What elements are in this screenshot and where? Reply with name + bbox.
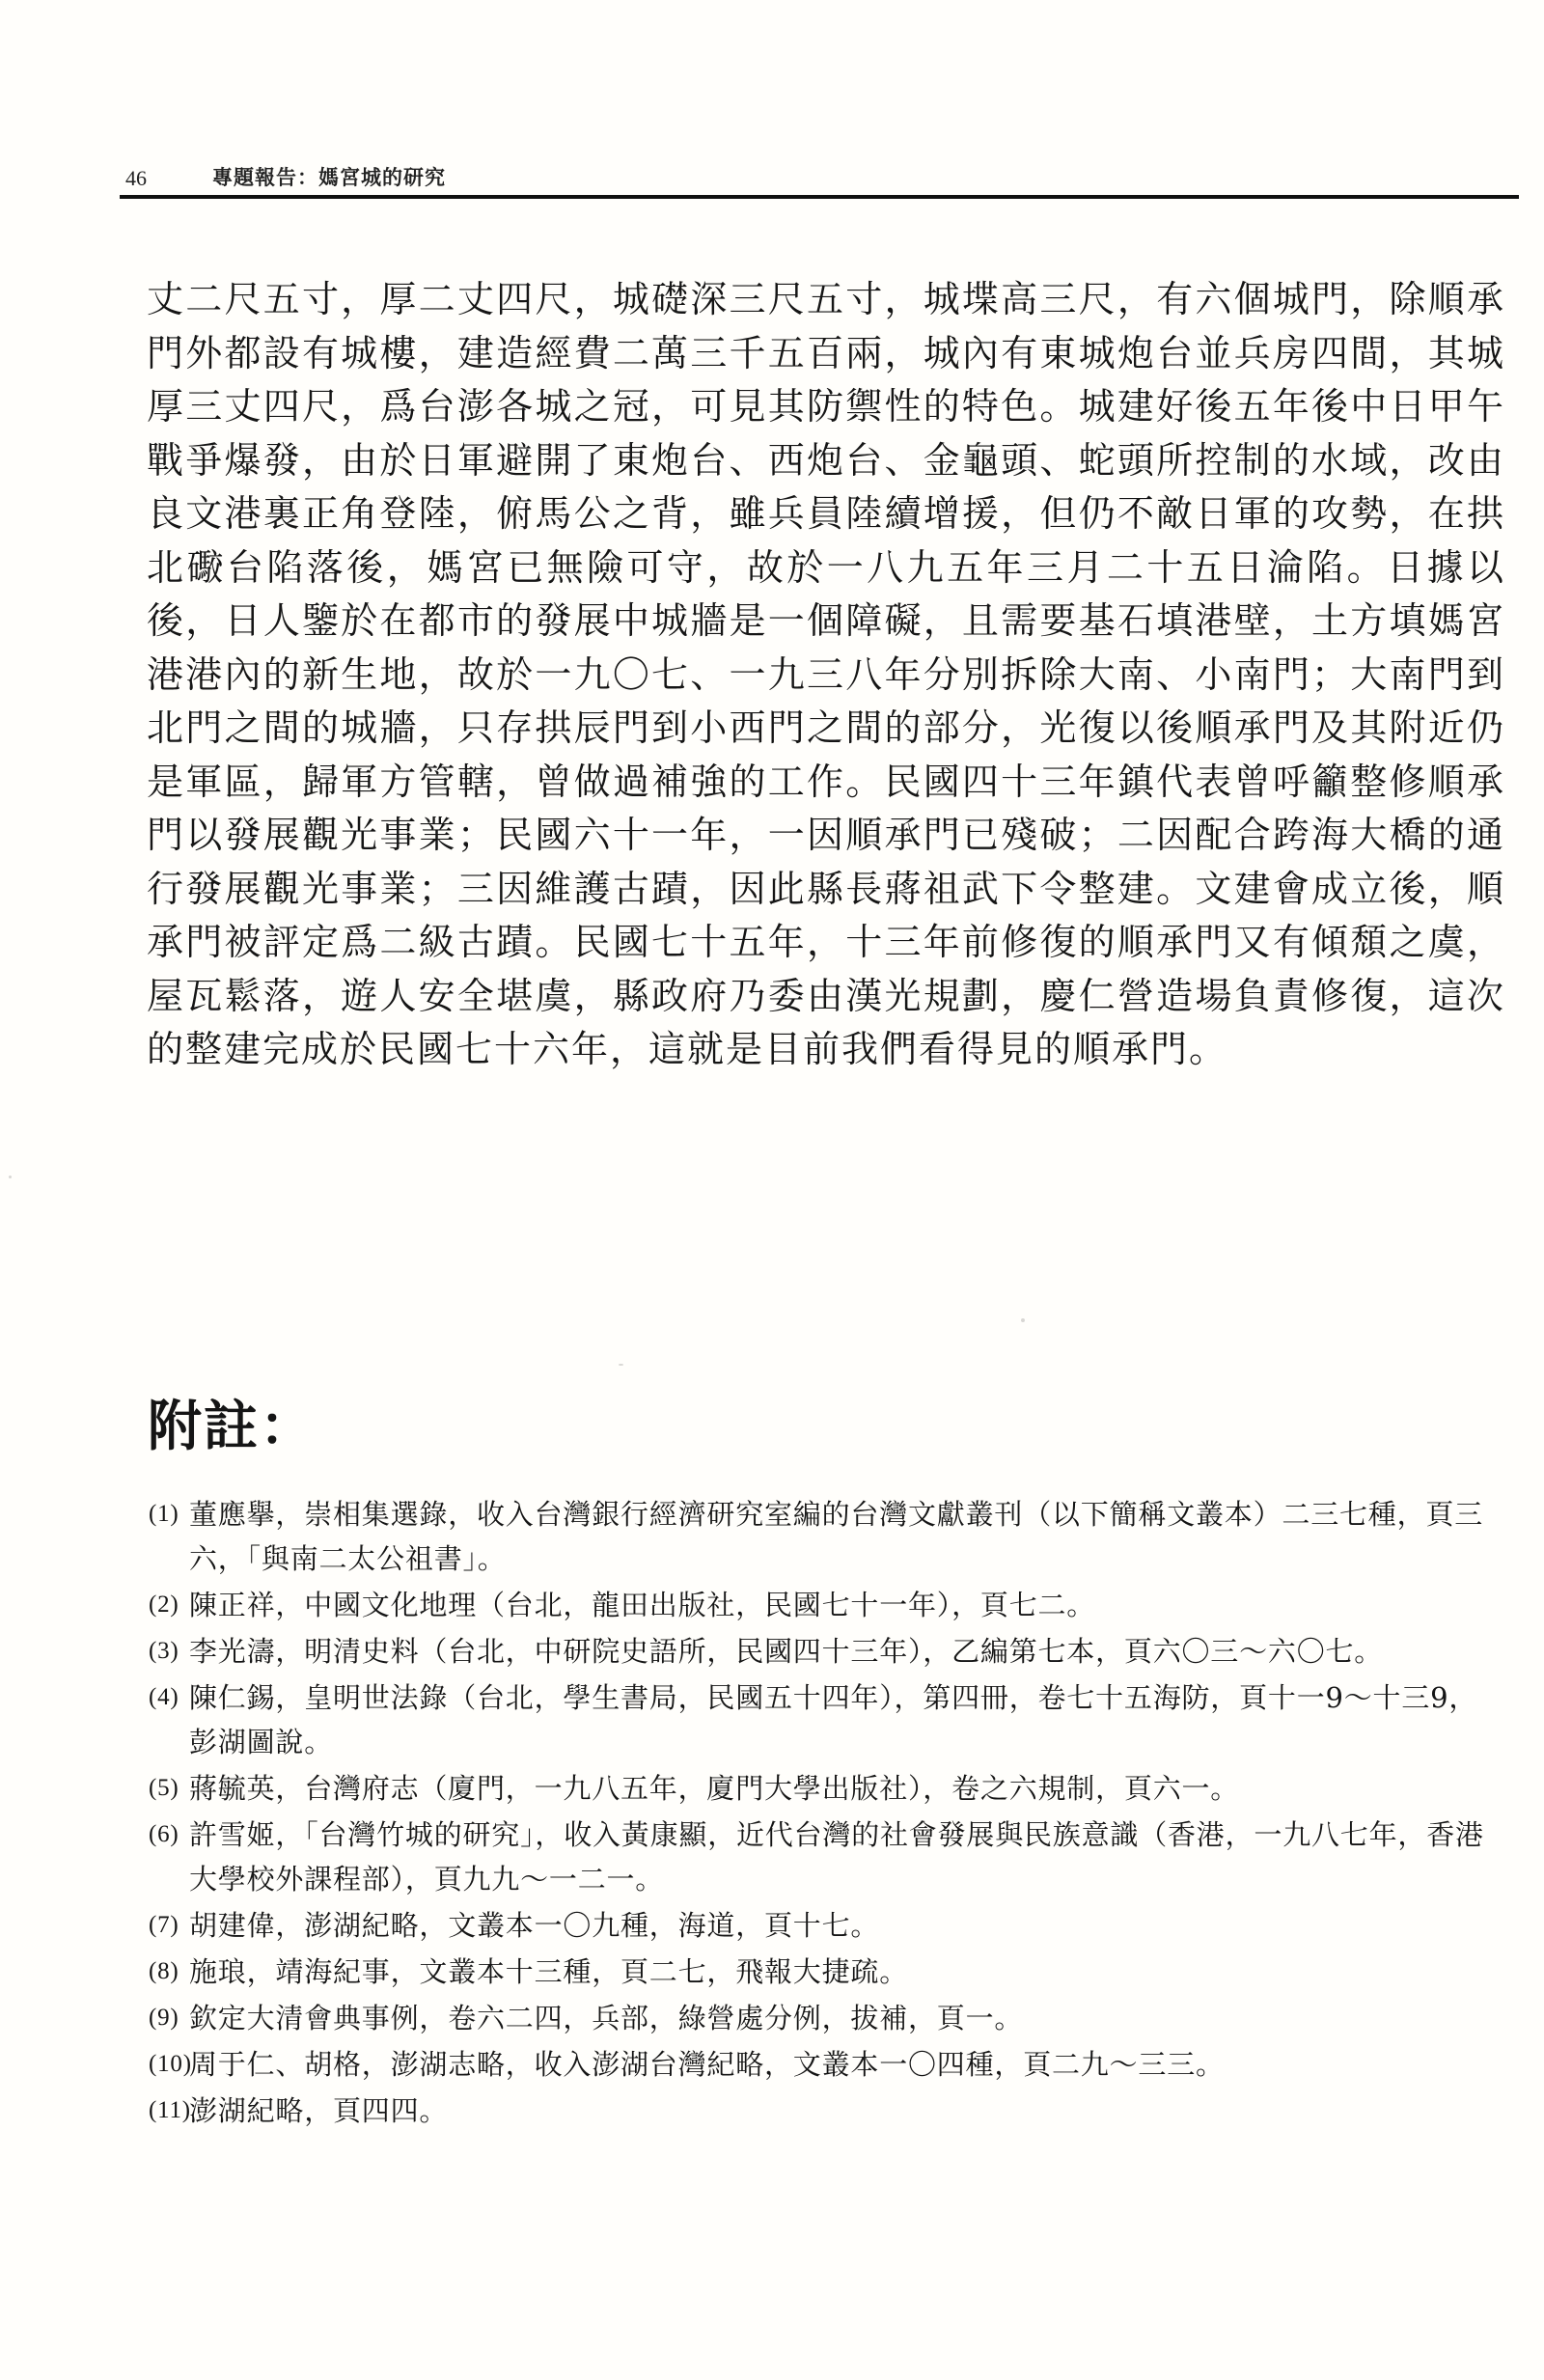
scan-speck xyxy=(1021,1318,1025,1322)
footnote-number: (9) xyxy=(149,2005,179,2031)
footnote-number: (5) xyxy=(149,1775,179,1801)
footnote-number: (6) xyxy=(149,1821,179,1847)
running-title: 專題報告：媽宮城的研究 xyxy=(212,165,446,189)
footnote-6 xyxy=(149,1813,1503,1901)
footnote-number: (8) xyxy=(149,1958,179,1984)
footnote-7 xyxy=(149,1903,1503,1948)
footnote-10 xyxy=(149,2042,1503,2087)
footnote-11 xyxy=(149,2089,1503,2133)
footnote-number: (11) xyxy=(149,2097,191,2123)
running-header xyxy=(125,154,1520,191)
footnote-text: 蔣毓英，台灣府志（廈門，一九八五年，廈門大學出版社），卷之六規制，頁六一。 xyxy=(189,1772,1240,1805)
footnote-9 xyxy=(149,1996,1503,2040)
footnote-4 xyxy=(149,1675,1503,1764)
footnotes-list xyxy=(149,1492,1503,2135)
scan-speck xyxy=(9,1176,12,1178)
footnote-text: 施琅，靖海紀事，文叢本十三種，頁二七，飛報大捷疏。 xyxy=(189,1955,909,1988)
footnote-1 xyxy=(149,1492,1503,1581)
scan-speck xyxy=(619,1364,623,1366)
footnote-text: 董應擧，崇相集選錄，收入台灣銀行經濟研究室編的台灣文獻叢刊（以下簡稱文叢本）二三七種，頁三六，「與南二太公祖書」。 xyxy=(189,1498,1484,1575)
footnote-text: 周于仁、胡格，澎湖志略，收入澎湖台灣紀略，文叢本一〇四種，頁二九～三三。 xyxy=(189,2048,1225,2081)
footnote-number: (10) xyxy=(149,2051,192,2077)
footnote-2 xyxy=(149,1583,1503,1627)
footnote-text: 許雪姬，「台灣竹城的研究」，收入黃康顯，近代台灣的社會發展與民族意識（香港，一九八七年，香港大學校外課程部），頁九九～一二一。 xyxy=(189,1818,1484,1896)
footnote-text: 澎湖紀略，頁四四。 xyxy=(189,2094,449,2127)
footnote-number: (1) xyxy=(149,1501,179,1527)
footnote-text: 胡建偉，澎湖紀略，文叢本一〇九種，海道，頁十七。 xyxy=(189,1909,880,1942)
notes-heading: 附註： xyxy=(148,1395,316,1458)
footnote-number: (3) xyxy=(149,1638,179,1664)
header-divider xyxy=(120,195,1519,199)
footnote-text: 欽定大清會典事例，卷六二四，兵部，綠營處分例，拔補，頁一。 xyxy=(189,2002,1024,2034)
footnote-number: (2) xyxy=(149,1591,179,1618)
footnote-text: 李光濤，明清史料（台北，中研院史語所，民國四十三年），乙編第七本，頁六〇三～六〇七。 xyxy=(189,1635,1384,1668)
footnote-text: 陳正祥，中國文化地理（台北，龍田出版社，民國七十一年），頁七二。 xyxy=(189,1589,1096,1621)
footnote-5 xyxy=(149,1766,1503,1811)
page-number: 46 xyxy=(125,166,147,190)
footnote-number: (7) xyxy=(149,1912,179,1938)
footnote-number: (4) xyxy=(149,1684,179,1710)
footnote-8 xyxy=(149,1950,1503,1994)
main-paragraph: 丈二尺五寸，厚二丈四尺，城礎深三尺五寸，城堞高三尺，有六個城門，除順承門外都設有城樓，建造經費二萬三千五百兩，城內有東城炮台並兵房四間，其城厚三丈四尺，爲台澎各城之冠，可見其防禦性的特色。城建好後五年後中日甲午戰爭爆發，由於日軍避開了東炮台、西炮台、金龜頭、蛇頭所控制的水域，改由良文港裏正角登陸，俯馬公之背，雖兵員陸續增援，但仍不敵日軍的攻勢，在拱北礮台陷落後，媽宮已無險可守，故於一八九五年三月二十五日淪陷。日據以後，日人鑒於在都市的發展中城牆是一個障礙，且需要基石填港壁，土方填媽宮港港內的新生地，故於一九〇七、一九三八年分別拆除大南、小南門；大南門到北門之間的城牆，只存拱辰門到小西門之間的部分，光復以後順承門及其附近仍是軍區，歸軍方管轄，曾做過補強的工作。民國四十三年鎮代表曾呼籲整修順承門以發展觀光事業；民國六十一年，一因順承門已殘破；二因配合跨海大橋的通行發展觀光事業；三因維護古蹟，因此縣長蔣祖武下令整建。文建會成立後，順承門被評定爲二級古蹟。民國七十五年，十三年前修復的順承門又有傾頹之虞，屋瓦鬆落，遊人安全堪虞，縣政府乃委由漢光規劃，慶仁營造場負責修復，這次的整建完成於民國七十六年，這就是目前我們看得見的順承門。 xyxy=(147,278,1505,1070)
footnote-3 xyxy=(149,1629,1503,1674)
footnote-text: 陳仁錫，皇明世法錄（台北，學生書局，民國五十四年），第四冊，卷七十五海防，頁十一9～十三9，彭湖圖說。 xyxy=(189,1681,1478,1758)
